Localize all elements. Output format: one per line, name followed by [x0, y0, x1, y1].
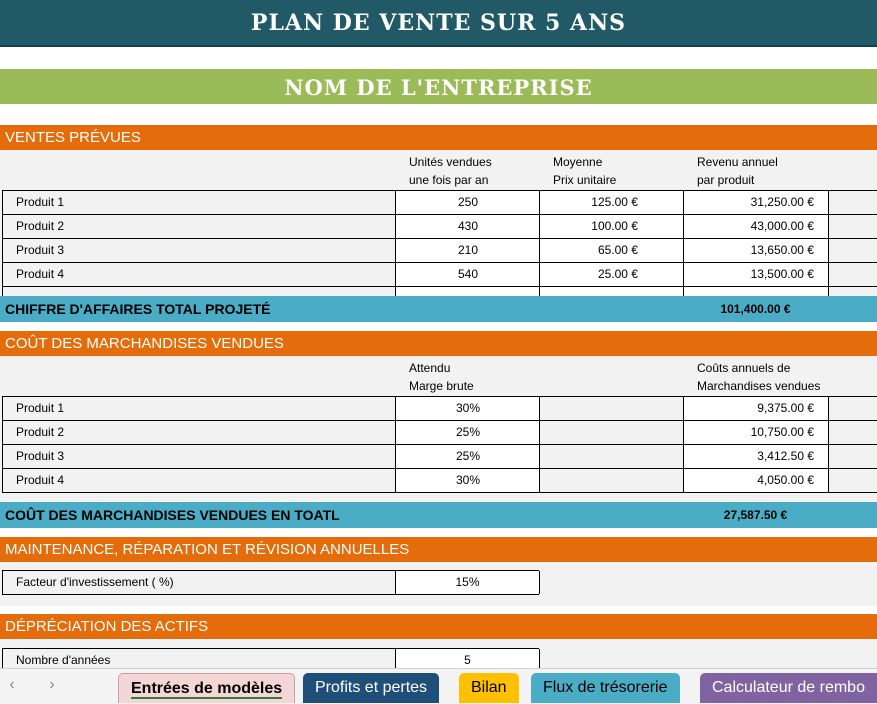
row-label: Produit 2: [16, 219, 65, 233]
revenue-cell[interactable]: 13,650.00 €: [683, 239, 829, 262]
row-edge: [2, 397, 3, 420]
chevron-right-icon[interactable]: ›: [49, 676, 55, 693]
empty-cell: [539, 421, 684, 444]
investment-factor-label: Facteur d'investissement ( %): [16, 575, 174, 589]
tab-bilan[interactable]: Bilan: [459, 673, 519, 703]
table-row-bottom-border: [2, 492, 877, 501]
revenue-cell[interactable]: 31,250.00 €: [683, 191, 829, 214]
page-title: PLAN DE VENTE SUR 5 ANS: [0, 0, 877, 47]
row-edge: [2, 649, 3, 668]
cogs-col-margin-line1: Attendu: [409, 361, 451, 375]
cogs-col-margin-line2: Marge brute: [409, 379, 474, 393]
years-label: Nombre d'années: [16, 653, 111, 667]
table-row: [2, 238, 877, 262]
units-cell[interactable]: 250: [395, 191, 540, 214]
row-label: Produit 4: [16, 473, 65, 487]
company-name[interactable]: NOM DE L'ENTREPRISE: [0, 69, 877, 104]
table-row: [2, 190, 877, 214]
revenue-cell[interactable]: 43,000.00 €: [683, 215, 829, 238]
tab-entrees-de-modeles[interactable]: [118, 673, 295, 703]
cogs-total-label: COÛT DES MARCHANDISES VENDUES EN TOATL: [5, 507, 340, 523]
sheet-tab-bar: [0, 668, 877, 704]
table-row: [2, 262, 877, 286]
margin-cell[interactable]: 25%: [395, 445, 540, 468]
table-row: [2, 444, 877, 468]
margin-cell[interactable]: 30%: [395, 397, 540, 420]
cogs-col-cost-header: [697, 359, 820, 395]
units-cell[interactable]: 540: [395, 263, 540, 286]
price-cell[interactable]: 25.00 €: [539, 263, 684, 286]
price-cell[interactable]: 65.00 €: [539, 239, 684, 262]
chevron-left-icon[interactable]: ‹: [9, 676, 15, 693]
sales-col-revenue-header: [697, 153, 778, 189]
cogs-total-value[interactable]: 27,587.50 €: [723, 508, 788, 522]
table-row: [2, 214, 877, 238]
row-edge: [2, 469, 3, 492]
row-label: Produit 1: [16, 195, 65, 209]
table-row-spacer: [2, 286, 877, 296]
row-edge: [2, 239, 3, 262]
revenue-cell[interactable]: 13,500.00 €: [683, 263, 829, 286]
sales-col-price-line1: Moyenne: [553, 155, 603, 169]
sales-col-price-line2: Prix unitaire: [553, 173, 617, 187]
row-edge: [2, 191, 3, 214]
cost-cell[interactable]: 9,375.00 €: [683, 397, 829, 420]
depreciation-row: [2, 648, 539, 668]
units-cell[interactable]: 210: [395, 239, 540, 262]
cogs-total-bar: [0, 502, 877, 528]
row-edge: [2, 263, 3, 286]
empty-cell: [539, 397, 684, 420]
years-cell[interactable]: 5: [395, 649, 540, 668]
cost-cell[interactable]: 4,050.00 €: [683, 469, 829, 492]
tab-flux-de-tresorerie[interactable]: Flux de trésorerie: [531, 673, 680, 703]
empty-cell: [539, 445, 684, 468]
row-edge: [2, 571, 3, 594]
row-label: Produit 3: [16, 243, 65, 257]
sales-col-units-header: [409, 153, 492, 189]
spacer-row: [0, 49, 877, 69]
price-cell[interactable]: 125.00 €: [539, 191, 684, 214]
row-edge: [2, 215, 3, 238]
sales-col-revenue-line1: Revenu annuel: [697, 155, 778, 169]
depreciation-section-header: DÉPRÉCIATION DES ACTIFS: [0, 614, 877, 639]
row-edge: [2, 445, 3, 468]
sales-col-units-line2: une fois par an: [409, 173, 489, 187]
tab-label: Entrées de modèles: [131, 680, 283, 697]
investment-factor-cell[interactable]: 15%: [395, 571, 540, 594]
table-row: [2, 468, 877, 492]
sales-col-units-line1: Unités vendues: [409, 155, 492, 169]
sales-total-label: CHIFFRE D'AFFAIRES TOTAL PROJETÉ: [5, 301, 271, 317]
active-tab-underline: [131, 697, 282, 699]
margin-cell[interactable]: 25%: [395, 421, 540, 444]
price-cell[interactable]: 100.00 €: [539, 215, 684, 238]
cogs-col-margin-header: [409, 359, 474, 395]
tab-calculateur[interactable]: Calculateur de rembo: [700, 673, 877, 703]
table-row: [2, 396, 877, 420]
tab-profits-et-pertes[interactable]: Profits et pertes: [303, 673, 439, 703]
cogs-col-cost-line1: Coûts annuels de: [697, 361, 791, 375]
cost-cell[interactable]: 10,750.00 €: [683, 421, 829, 444]
row-label: Produit 2: [16, 425, 65, 439]
cost-cell[interactable]: 3,412.50 €: [683, 445, 829, 468]
row-edge: [2, 421, 3, 444]
margin-cell[interactable]: 30%: [395, 469, 540, 492]
units-cell[interactable]: 430: [395, 215, 540, 238]
table-row: [2, 420, 877, 444]
sales-section-header: VENTES PRÉVUES: [0, 125, 877, 150]
sales-total-bar: [0, 296, 877, 322]
maintenance-section-header: MAINTENANCE, RÉPARATION ET RÉVISION ANNUELLES: [0, 537, 877, 562]
row-label: Produit 3: [16, 449, 65, 463]
sales-col-revenue-line2: par produit: [697, 173, 755, 187]
sales-col-price-header: [553, 153, 616, 189]
row-label: Produit 1: [16, 401, 65, 415]
cogs-section-header: COÛT DES MARCHANDISES VENDUES: [0, 331, 877, 356]
sales-total-value[interactable]: 101,400.00 €: [720, 302, 791, 316]
empty-cell: [539, 469, 684, 492]
row-label: Produit 4: [16, 267, 65, 281]
cogs-col-cost-line2: Marchandises vendues: [697, 379, 821, 393]
maintenance-row: [2, 570, 539, 595]
